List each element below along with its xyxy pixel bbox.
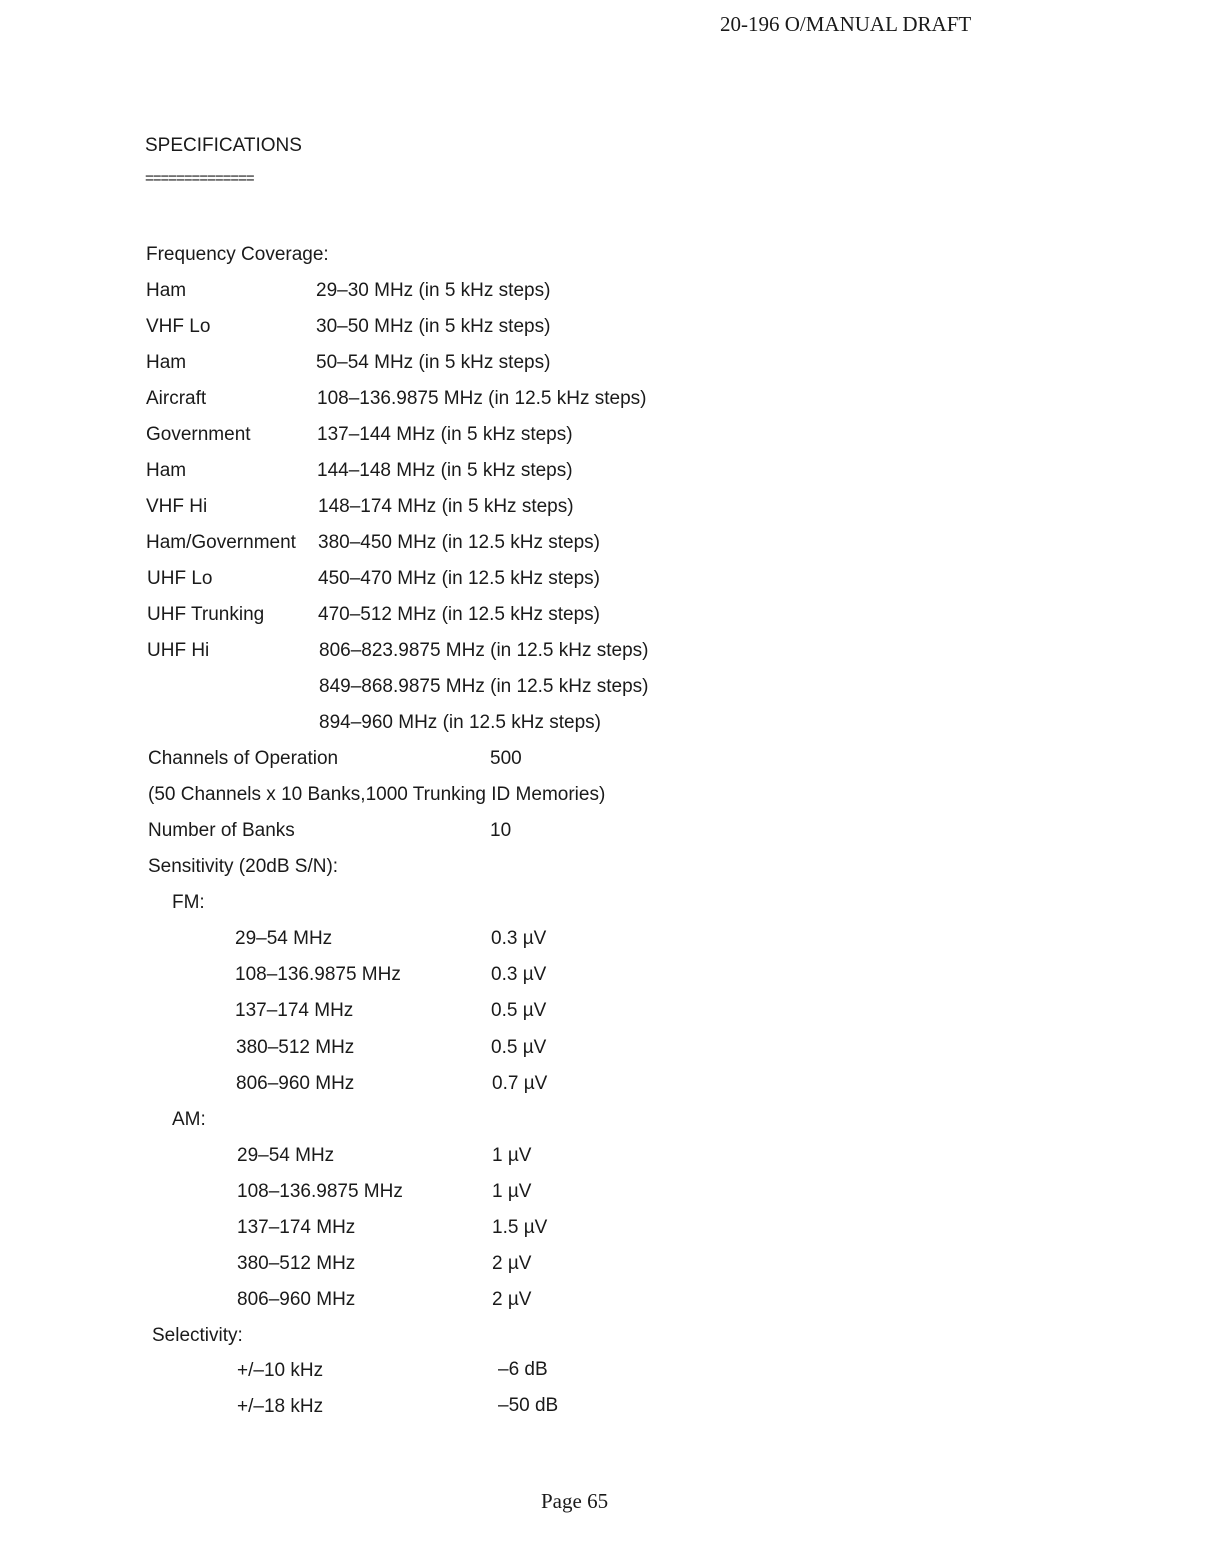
- freq-range: 29–30 MHz (in 5 kHz steps): [316, 280, 551, 301]
- selectivity-label: Selectivity:: [152, 1325, 243, 1346]
- am-value: 1 µV: [492, 1181, 532, 1202]
- am-range: 137–174 MHz: [237, 1217, 356, 1238]
- fm-range: 380–512 MHz: [236, 1037, 355, 1058]
- freq-band: Government: [146, 424, 251, 445]
- freq-band: Ham: [146, 460, 187, 481]
- freq-range: 470–512 MHz (in 12.5 kHz steps): [318, 604, 600, 625]
- freq-band: UHF Lo: [147, 568, 213, 589]
- selectivity-range: +/–18 kHz: [237, 1396, 324, 1417]
- freq-band: VHF Hi: [146, 496, 208, 517]
- freq-range: 137–144 MHz (in 5 kHz steps): [317, 424, 573, 445]
- freq-band: VHF Lo: [146, 316, 211, 337]
- freq-range: 144–148 MHz (in 5 kHz steps): [317, 460, 573, 481]
- channels-note: (50 Channels x 10 Banks,1000 Trunking ID Memories): [148, 784, 606, 805]
- title-underline: ==============: [145, 170, 254, 187]
- freq-band: Aircraft: [146, 388, 207, 409]
- selectivity-value: –50 dB: [498, 1395, 559, 1416]
- fm-value: 0.5 µV: [491, 1037, 547, 1058]
- freq-range: 450–470 MHz (in 12.5 kHz steps): [318, 568, 600, 589]
- am-range: 108–136.9875 MHz: [237, 1181, 403, 1202]
- fm-range: 137–174 MHz: [235, 1000, 354, 1021]
- freq-range: 108–136.9875 MHz (in 12.5 kHz steps): [317, 388, 647, 409]
- frequency-coverage-label: Frequency Coverage:: [146, 244, 329, 265]
- fm-value: 0.3 µV: [491, 964, 547, 985]
- channels-label: Channels of Operation: [148, 748, 339, 769]
- freq-band: Ham: [146, 352, 187, 373]
- page-title: SPECIFICATIONS: [145, 135, 302, 156]
- am-value: 2 µV: [492, 1253, 532, 1274]
- banks-value: 10: [490, 820, 512, 841]
- banks-label: Number of Banks: [148, 820, 295, 841]
- freq-band: Ham/Government: [146, 532, 296, 553]
- draft-header: 20-196 O/MANUAL DRAFT: [720, 12, 972, 36]
- selectivity-range: +/–10 kHz: [237, 1360, 324, 1381]
- freq-band: UHF Trunking: [147, 604, 265, 625]
- fm-range: 108–136.9875 MHz: [235, 964, 401, 985]
- am-value: 1.5 µV: [492, 1217, 548, 1238]
- am-range: 29–54 MHz: [237, 1145, 335, 1166]
- selectivity-value: –6 dB: [498, 1359, 548, 1380]
- fm-value: 0.3 µV: [491, 928, 547, 949]
- channels-value: 500: [490, 748, 522, 769]
- am-range: 380–512 MHz: [237, 1253, 356, 1274]
- am-label: AM:: [172, 1109, 206, 1130]
- freq-range: 806–823.9875 MHz (in 12.5 kHz steps): [319, 640, 649, 661]
- am-range: 806–960 MHz: [237, 1289, 356, 1310]
- freq-band: UHF Hi: [147, 640, 210, 661]
- freq-band: Ham: [146, 280, 187, 301]
- fm-value: 0.7 µV: [492, 1073, 548, 1094]
- freq-range: 894–960 MHz (in 12.5 kHz steps): [319, 712, 601, 733]
- am-value: 2 µV: [492, 1289, 532, 1310]
- freq-range: 50–54 MHz (in 5 kHz steps): [316, 352, 551, 373]
- fm-range: 29–54 MHz: [235, 928, 333, 949]
- page-number: Page 65: [541, 1489, 609, 1513]
- freq-range: 849–868.9875 MHz (in 12.5 kHz steps): [319, 676, 649, 697]
- freq-range: 380–450 MHz (in 12.5 kHz steps): [318, 532, 600, 553]
- sensitivity-label: Sensitivity (20dB S/N):: [148, 856, 339, 877]
- fm-label: FM:: [172, 892, 205, 913]
- fm-range: 806–960 MHz: [236, 1073, 355, 1094]
- freq-range: 30–50 MHz (in 5 kHz steps): [316, 316, 551, 337]
- freq-range: 148–174 MHz (in 5 kHz steps): [318, 496, 574, 517]
- am-value: 1 µV: [492, 1145, 532, 1166]
- fm-value: 0.5 µV: [491, 1000, 547, 1021]
